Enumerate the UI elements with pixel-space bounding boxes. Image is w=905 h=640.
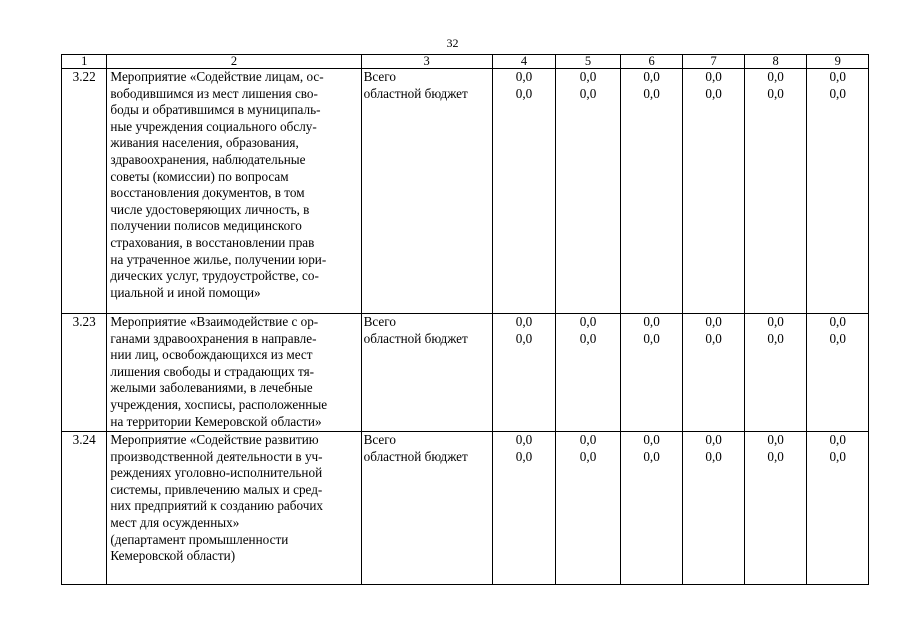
amount-value: 0,0 <box>767 85 784 101</box>
amount-value: 0,0 <box>579 69 597 84</box>
amount-cell <box>683 314 745 432</box>
description-line: системы, привлечению малых и сред- <box>110 481 323 497</box>
amount-value: 0,0 <box>515 69 533 84</box>
amount-value: 0,0 <box>643 448 660 464</box>
amount-cell <box>556 432 621 585</box>
description-line: (департамент промышленности <box>110 531 289 547</box>
amount-value: 0,0 <box>643 314 660 329</box>
header-cell: 3 <box>361 55 492 69</box>
amount-cell <box>683 432 745 585</box>
amount-cell <box>807 432 869 585</box>
amount-cell <box>807 69 869 314</box>
description-line: живания населения, образования, <box>110 135 299 151</box>
description-line: ные учреждения социального обслу- <box>110 118 317 134</box>
amount-cell <box>492 314 556 432</box>
description-line: Мероприятие «Содействие лицам, ос- <box>110 69 324 84</box>
activity-description <box>107 432 361 585</box>
description-line: боды и обратившимся в муниципаль- <box>110 102 321 118</box>
amount-cell <box>683 69 745 314</box>
amount-cell <box>620 69 683 314</box>
amount-value: 0,0 <box>515 432 533 447</box>
amount-cell <box>744 432 807 585</box>
amount-value: 0,0 <box>579 314 597 329</box>
description-line: Мероприятие «Взаимодействие с ор- <box>110 314 319 329</box>
amount-value: 0,0 <box>829 330 846 346</box>
source-label: Всего <box>363 314 396 329</box>
amount-value: 0,0 <box>515 448 533 464</box>
header-cell: 1 <box>62 55 107 69</box>
description-line: восстановления документов, в том <box>110 185 305 201</box>
description-line: Мероприятие «Содействие развитию <box>110 432 319 447</box>
amount-cell <box>620 314 683 432</box>
amount-cell <box>492 69 556 314</box>
description-line: на утраченное жилье, получении юри- <box>110 251 327 267</box>
source-label: областной бюджет <box>363 85 468 101</box>
amount-value: 0,0 <box>515 330 533 346</box>
amount-value: 0,0 <box>705 69 722 84</box>
header-cell: 8 <box>744 55 807 69</box>
activity-description <box>107 69 361 314</box>
amount-value: 0,0 <box>705 330 722 346</box>
amount-cell <box>744 69 807 314</box>
source-label: Всего <box>363 432 396 447</box>
amount-value: 0,0 <box>767 432 784 447</box>
description-line: учреждения, хосписы, расположенные <box>110 396 328 412</box>
header-cell: 7 <box>683 55 745 69</box>
amount-value: 0,0 <box>705 432 722 447</box>
funding-table <box>61 54 869 585</box>
amount-value: 0,0 <box>579 448 597 464</box>
item-number: 3.22 <box>62 69 107 314</box>
amount-cell <box>744 314 807 432</box>
amount-value: 0,0 <box>829 448 846 464</box>
header-cell: 4 <box>492 55 556 69</box>
header-cell: 9 <box>807 55 869 69</box>
amount-cell <box>556 314 621 432</box>
source-label: Всего <box>363 69 396 84</box>
description-line: производственной деятельности в уч- <box>110 448 323 464</box>
page-number: 32 <box>446 36 459 50</box>
funding-source <box>361 314 492 432</box>
description-line: страхования, в восстановлении прав <box>110 234 315 250</box>
description-line: лишения свободы и страдающих тя- <box>110 363 315 379</box>
amount-cell <box>492 432 556 585</box>
description-line: вободившимся из мест лишения сво- <box>110 85 318 101</box>
amount-value: 0,0 <box>767 69 784 84</box>
amount-value: 0,0 <box>643 432 660 447</box>
amount-value: 0,0 <box>643 330 660 346</box>
amount-cell <box>807 314 869 432</box>
description-line: советы (комиссии) по вопросам <box>110 168 289 184</box>
funding-source <box>361 69 492 314</box>
source-label: областной бюджет <box>363 448 468 464</box>
amount-value: 0,0 <box>579 330 597 346</box>
description-line: них предприятий к созданию рабочих <box>110 498 324 514</box>
table-row <box>62 432 869 585</box>
description-line: реждениях уголовно-исполнительной <box>110 465 323 481</box>
amount-value: 0,0 <box>829 69 846 84</box>
description-line: мест для осужденных» <box>110 514 240 530</box>
description-line: Кемеровской области) <box>110 548 236 564</box>
source-label: областной бюджет <box>363 330 468 346</box>
amount-value: 0,0 <box>829 85 846 101</box>
amount-value: 0,0 <box>643 69 660 84</box>
header-cell: 6 <box>620 55 683 69</box>
amount-value: 0,0 <box>829 432 846 447</box>
amount-cell <box>556 69 621 314</box>
amount-value: 0,0 <box>705 85 722 101</box>
amount-value: 0,0 <box>643 85 660 101</box>
activity-description <box>107 314 361 432</box>
amount-value: 0,0 <box>515 314 533 329</box>
item-number: 3.24 <box>62 432 107 585</box>
amount-value: 0,0 <box>767 448 784 464</box>
amount-value: 0,0 <box>829 314 846 329</box>
description-line: циальной и иной помощи» <box>110 284 261 300</box>
amount-cell <box>620 432 683 585</box>
description-line: здравоохранения, наблюдательные <box>110 151 306 167</box>
table-row <box>62 69 869 314</box>
description-line: дических услуг, трудоустройстве, со- <box>110 268 319 284</box>
amount-value: 0,0 <box>705 448 722 464</box>
amount-value: 0,0 <box>515 85 533 101</box>
description-line: желыми заболеваниями, в лечебные <box>110 380 313 396</box>
funding-source <box>361 432 492 585</box>
amount-value: 0,0 <box>579 432 597 447</box>
amount-value: 0,0 <box>579 85 597 101</box>
amount-value: 0,0 <box>767 314 784 329</box>
description-line: на территории Кемеровской области» <box>110 413 322 429</box>
amount-value: 0,0 <box>767 330 784 346</box>
amount-value: 0,0 <box>705 314 722 329</box>
description-line: получении полисов медицинского <box>110 218 302 234</box>
header-cell: 2 <box>107 55 361 69</box>
description-line: нии лиц, освобождающихся из мест <box>110 347 313 363</box>
header-cell: 5 <box>556 55 621 69</box>
table-row <box>62 314 869 432</box>
description-line: ганами здравоохранения в направле- <box>110 330 317 346</box>
header-row <box>62 55 869 69</box>
description-line: числе удостоверяющих личность, в <box>110 201 310 217</box>
item-number: 3.23 <box>62 314 107 432</box>
